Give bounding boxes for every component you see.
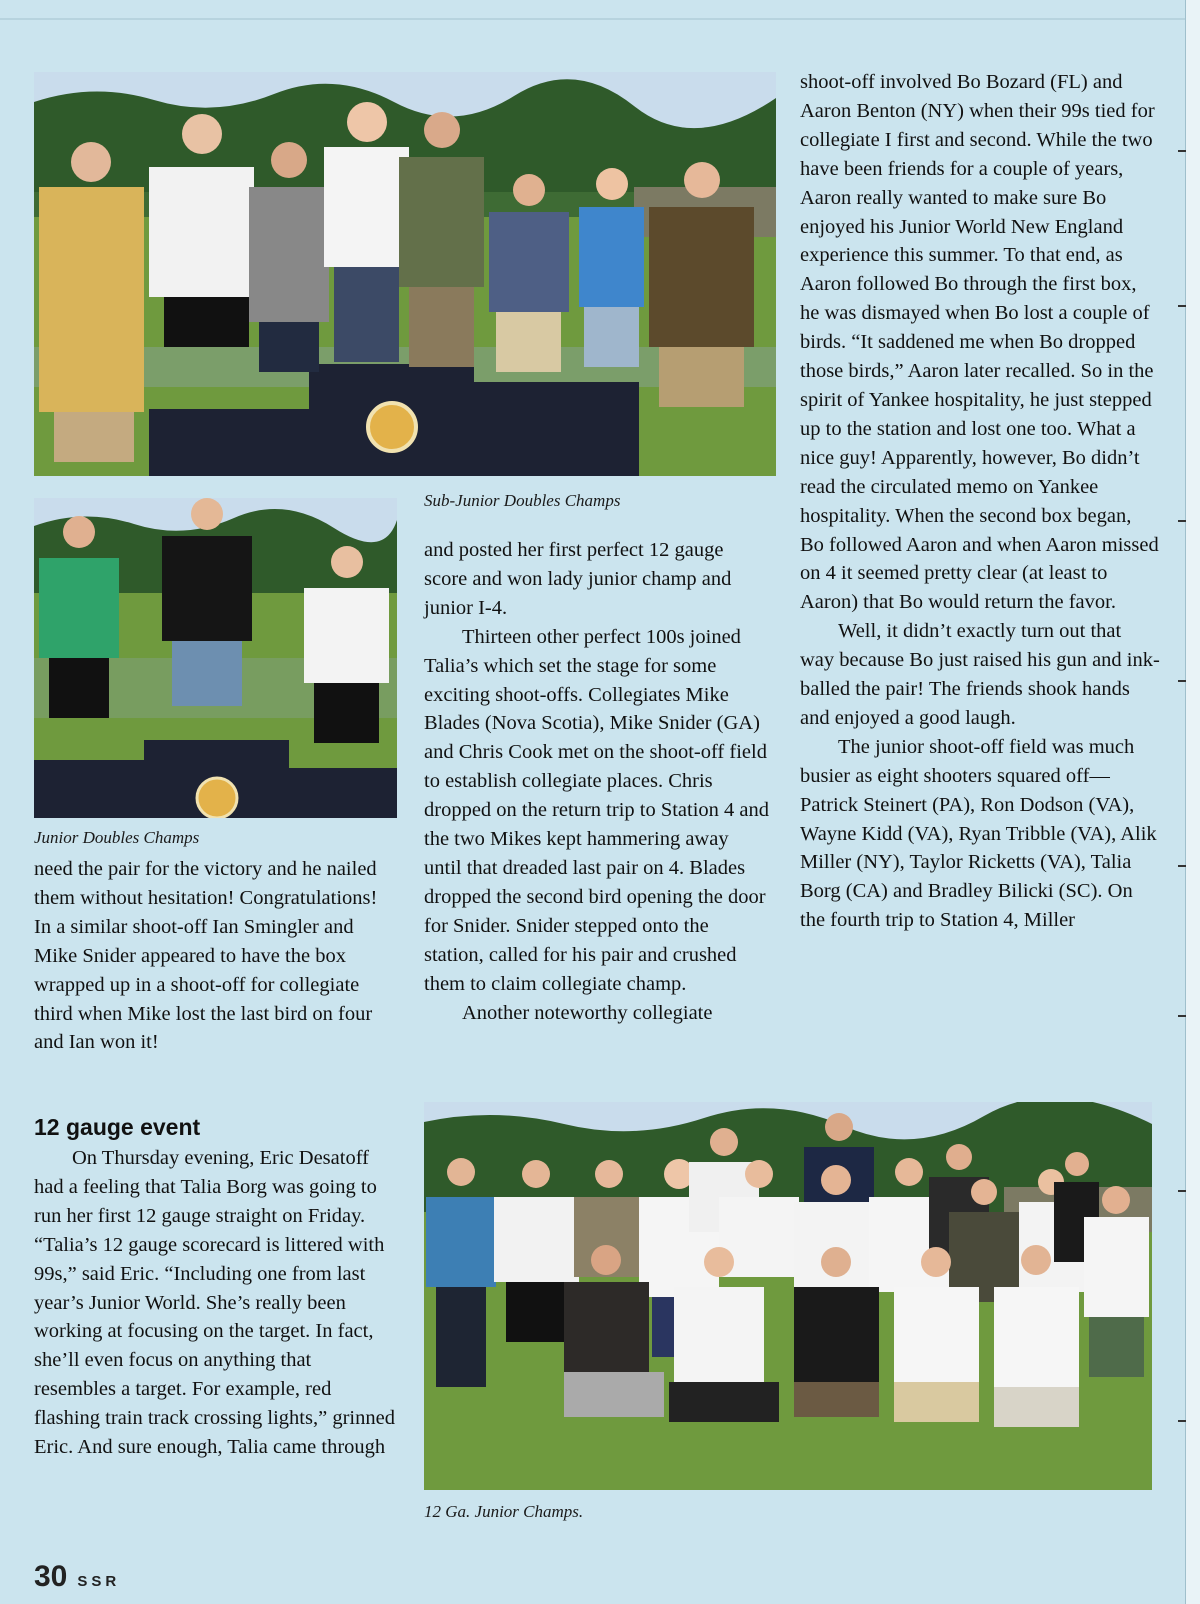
left-paragraph-2: On Thursday evening, Eric Desatoff had a feeling that Talia Borg was going to run her first 12 gauge straight on Friday. “Talia’s 12 gauge scorecard is littered with 99s,” said Eric. “Including one from last year’s Junior World. She’s really been working at focusing on the target. In fact, she’ll even focus on anything that resembles a target. For example, red flashing train track crossing lights,” grinned Eric. And sure enough, Talia came through [34, 1147, 395, 1459]
edge-mark [1178, 305, 1186, 307]
right-paragraph-3: The junior shoot-off field was much busier as eight shooters squared off—Patrick Steinert (PA), Ron Dodson (VA), Wayne Kidd (VA), Ryan Tribble (VA), Alik Miller (NY), Taylor Ricketts (VA), Talia Borg (CA) and Bradley Bilicki (SC). On the fourth trip to Station 4, Miller [800, 735, 1157, 932]
right-paragraph-1: shoot-off involved Bo Bozard (FL) and Aaron Benton (NY) when their 99s tied for collegiate I first and second. While the two have been friends for a couple of years, Aaron really wanted to make sure Bo enjoyed his Junior World New England experience this summer. To that end, as Aaron followed Bo through the first box, he was dismayed when Bo lost a couple of birds. “It saddened me when Bo dropped those birds,” Aaron later recalled. So in the spirit of Yankee hospitality, he just stepped up to the station and lost one too. What a nice guy! Apparently, however, Bo didn’t read the circulated memo on Yankee hospitality. When the second box began, Bo followed Aaron and when Aaron missed on 4 it seemed pretty clear (at least to Aaron) that Bo would return the favor. [800, 71, 1159, 614]
column-middle [424, 536, 770, 1027]
page-number: 30 [34, 1560, 68, 1593]
caption-junior: Junior Doubles Champs [34, 828, 200, 847]
twelve-ga-photo [424, 1102, 1152, 1490]
edge-mark [1178, 865, 1186, 867]
edge-mark [1178, 1190, 1186, 1192]
page-edge [1185, 0, 1200, 1604]
top-rule [0, 18, 1200, 20]
left-paragraph-1: need the pair for the victory and he nailed them without hesitation! Congratulations! In a similar shoot-off Ian Smingler and Mike Snider appeared to have the box wrapped up in a shoot-off for collegiate third when Mike lost the last bird on four and Ian won it! [34, 858, 378, 1054]
edge-mark [1178, 150, 1186, 152]
middle-paragraph-3: Another noteworthy collegiate [462, 1001, 713, 1024]
section-heading: 12 gauge event [34, 1114, 201, 1140]
sub-junior-photo [34, 72, 776, 476]
right-paragraph-2: Well, it didn’t exactly turn out that way because Bo just raised his gun and ink-balled the pair! The friends shook hands and enjoyed a good laugh. [800, 620, 1160, 729]
column-left [34, 855, 396, 1057]
page-footer [34, 1560, 120, 1594]
caption-sub-junior: Sub-Junior Doubles Champs [424, 491, 621, 510]
column-left-lower [34, 1144, 396, 1462]
column-right [800, 68, 1160, 935]
middle-paragraph-2: Thirteen other perfect 100s joined Talia’s which set the stage for some exciting shoot-offs. Collegiates Mike Blades (Nova Scotia), Mike Snider (GA) and Chris Cook met on the shoot-off field to establish collegiate places. Chris dropped on the return trip to Station 4 and the two Mikes kept hammering away until that dreaded last pair on 4. Blades dropped the second bird opening the door for Snider. Snider stepped onto the station, called for his pair and crushed them to claim collegiate champ. [424, 625, 770, 995]
edge-mark [1178, 1015, 1186, 1017]
edge-mark [1178, 520, 1186, 522]
caption-twelve-ga: 12 Ga. Junior Champs. [424, 1502, 584, 1521]
junior-photo [34, 498, 397, 818]
middle-paragraph-1: and posted her first perfect 12 gauge score and won lady junior champ and junior I-4. [424, 539, 732, 619]
edge-mark [1178, 680, 1186, 682]
edge-mark [1178, 1420, 1186, 1422]
magazine-name: SSR [77, 1573, 121, 1590]
